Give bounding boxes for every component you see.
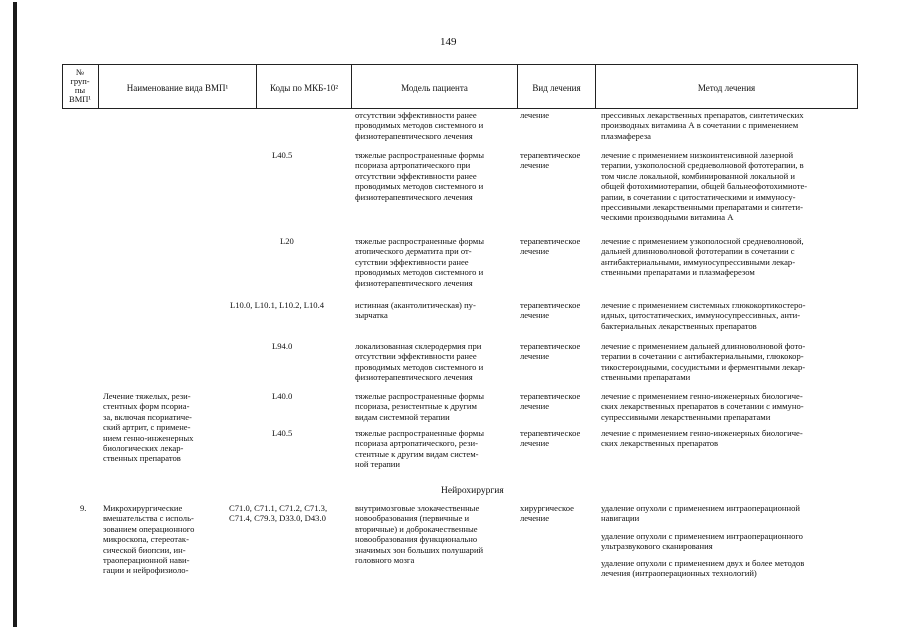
header-group-number: № груп- пы ВМП¹ (69, 67, 91, 104)
table-row-method: удаление опухоли с применением интраоперационного ультразвукового сканирования (601, 531, 803, 552)
table-row-code: L94.0 (272, 341, 293, 351)
table-row-model: истинная (акантолитическая) пу- зырчатка (355, 300, 476, 321)
table-row-code: L40.5 (272, 150, 293, 160)
table-row-type: хирургическое лечение (520, 503, 574, 524)
vmp-group-name: Лечение тяжелых, рези- стентных форм псориа- за, включая псориатиче- ский артрит, с примене- нием генно-инженерных биологических лекар- ственных препаратов (103, 391, 194, 464)
table-row-model: внутримозговые злокачественные новообразования (первичные и вторичные) и доброкачественные новообразования функционально значимых зон больших полушарий головного мозга (355, 503, 484, 566)
table-row-method: удаление опухоли с применением двух и более методов лечения (интраоперационных технологий) (601, 558, 805, 579)
table-row-method: лечение с применением узкополосной средневолновой, дальней длинноволновой фототерапии в сочетании с антибактериальными, иммуносупрессивными лекар- ственными препаратами и плазмаферезом (601, 236, 804, 278)
binding-edge (13, 2, 17, 627)
table-row-method: лечение с применением генно-инженерных биологиче- ских лекарственных препаратов (601, 428, 803, 449)
vmp-group-name: Микрохирургические вмешательства с исполь- зованием операционного микроскопа, стереотак- сической биопсии, ин- траоперационной нави- гации и нейрофизиоло- (103, 503, 195, 576)
section-title: Нейрохирургия (441, 486, 504, 496)
table-row-method: лечение с применением дальней длинноволновой фото- терапии в сочетании с антибактериальными, глюкокор- тикостероидными, сосудистыми и ферментными лекар- ственными препаратами (601, 341, 806, 383)
header-treatment-method: Метод лечения (697, 83, 756, 93)
header-treatment-type: Вид лечения (532, 83, 581, 93)
table-row-code: L20 (280, 236, 294, 246)
group-number: 9. (80, 503, 87, 513)
header-vmp-name: Наименование вида ВМП¹ (126, 83, 229, 93)
table-row-model: тяжелые распространенные формы псориаза артропатического при отсутствии эффективности ранее проводимых методов системного и физиотерапевтического лечения (355, 150, 484, 202)
header-patient-model: Модель пациента (401, 83, 468, 93)
table-row-type: терапевтическое лечение (520, 428, 581, 449)
table-row-type: терапевтическое лечение (520, 391, 581, 412)
header-icd-codes: Коды по МКБ-10² (269, 83, 339, 93)
table-row-code: L40.5 (272, 428, 293, 438)
table-row-code: L10.0, L10.1, L10.2, L10.4 (230, 300, 325, 310)
table-row-model: тяжелые распространенные формы атопического дерматита при от- сутствии эффективности ранее проводимых методов системного и физиотерапевтического лечения (355, 236, 484, 288)
table-row-code: C71.0, C71.1, C71.2, C71.3, C71.4, C79.3, D33.0, D43.0 (229, 503, 328, 524)
table-row-type: лечение (520, 110, 550, 120)
table-row-model: тяжелые распространенные формы псориаза артропатического, рези- стентные к другим видам систем- ной терапии (355, 428, 484, 470)
table-row-type: терапевтическое лечение (520, 341, 581, 362)
table-row-method: лечение с применением системных глюкокортикостеро- идных, цитостатических, иммуносупрессивных, анти- бактериальных лекарственных препаратов (601, 300, 806, 331)
table-row-method: удаление опухоли с применением интраоперационной навигации (601, 503, 800, 524)
table-row-model: отсутствии эффективности ранее проводимых методов системного и физиотерапевтического лечения (355, 110, 484, 141)
table-row-type: терапевтическое лечение (520, 150, 581, 171)
table-row-method: лечение с применением генно-инженерных биологиче- ских лекарственных препаратов в сочетании с иммуно- супрессивными лекарственными препаратами (601, 391, 804, 422)
table-row-code: L40.0 (272, 391, 293, 401)
table-row-method: лечение с применением низкоинтенсивной лазерной терапии, узкополосной средневолновой фототерапии, в том числе локальной, комбинированной локальной и общей фотохимиотерапии, общей бальнеофотохимиоте- рапии, в сочетании с цитостатическими и иммуносу- прессивными лекарственными препаратами и синтети- ческими производными витамина А (601, 150, 808, 223)
table-row-model: локализованная склеродермия при отсутствии эффективности ранее проводимых методов системного и физиотерапевтического лечения (355, 341, 484, 383)
table-row-type: терапевтическое лечение (520, 236, 581, 257)
table-row-method: прессивных лекарственных препаратов, синтетических производных витамина А в сочетании с применением плазмафереза (601, 110, 804, 141)
table-row-type: терапевтическое лечение (520, 300, 581, 321)
table-row-model: тяжелые распространенные формы псориаза, резистентные к другим видам системной терапии (355, 391, 484, 422)
page-number: 149 (440, 36, 457, 48)
